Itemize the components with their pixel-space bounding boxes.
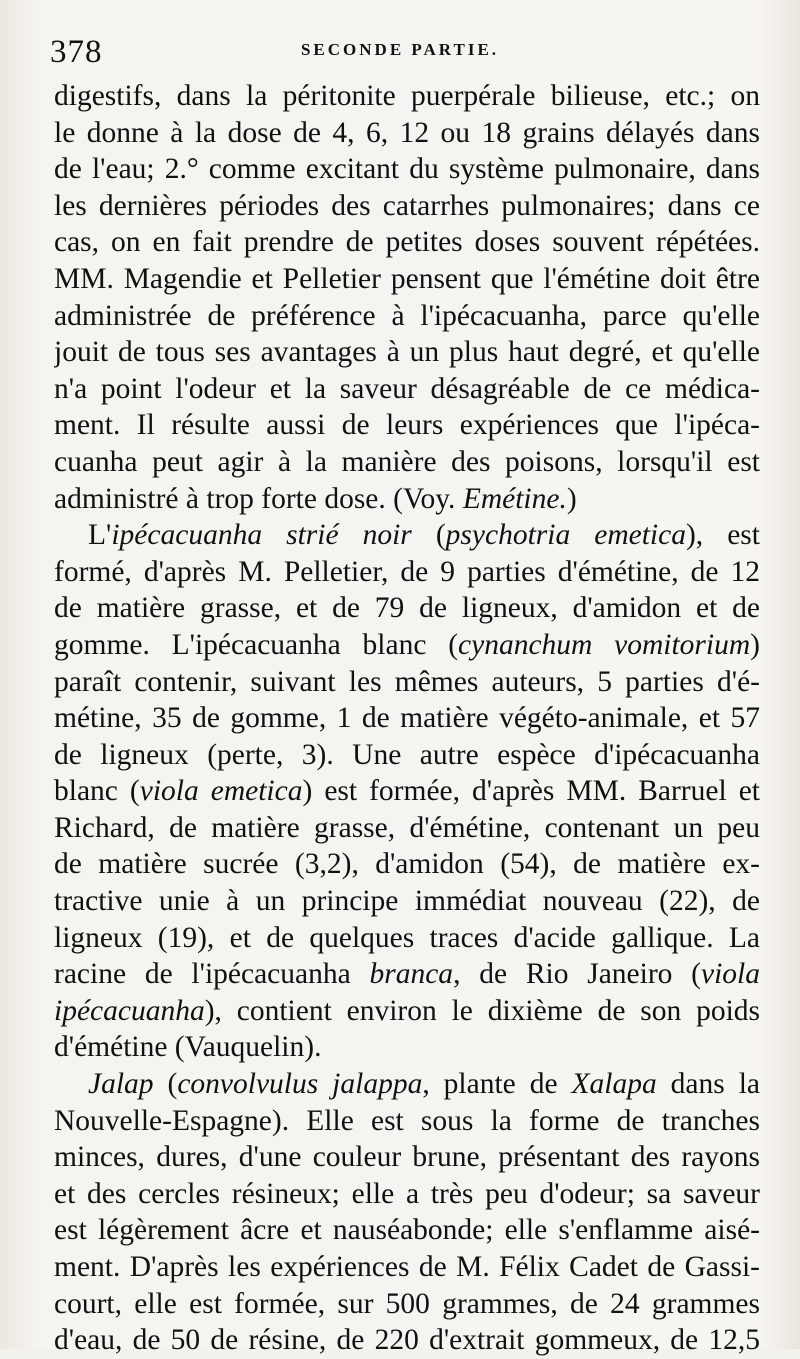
text-line: [54, 444, 760, 481]
text-line: [54, 224, 760, 261]
text-line: [54, 151, 760, 188]
italic-text: ipécacuanha: [54, 994, 205, 1027]
line-text: tractive unie à un principe immédiat nouveau (22), de: [54, 885, 760, 918]
text-line: [54, 261, 760, 298]
text-line: [54, 1103, 760, 1140]
line-text: ), contient environ le dixième de son poids: [204, 994, 760, 1027]
text-line: [54, 115, 760, 152]
text-line: [54, 956, 760, 993]
line-text: court, elle est formée, sur 500 grammes, de 24 grammes: [54, 1287, 760, 1320]
line-text: (: [411, 519, 446, 552]
italic-text: psychotria emetica: [445, 519, 686, 552]
text-line: [54, 920, 760, 957]
italic-text: branca: [369, 958, 454, 991]
line-text: paraît contenir, suivant les mêmes auteurs, 5 parties d'é-: [54, 665, 760, 698]
line-text: le donne à la dose de 4, 6, 12 ou 18 grains délayés dans: [54, 116, 760, 149]
line-text: d'émétine (Vauquelin).: [54, 1031, 322, 1064]
line-text: digestifs, dans la péritonite puerpérale bilieuse, etc.; on: [54, 80, 760, 112]
text-line: [54, 810, 760, 847]
line-text: ) est formée, d'après MM. Barruel et: [302, 775, 760, 808]
line-text: blanc (: [54, 775, 140, 808]
line-text: métine, 35 de gomme, 1 de matière végéto-animale, et 57: [54, 702, 760, 735]
line-text: ): [750, 628, 760, 661]
text-line: [54, 1322, 760, 1359]
italic-text: Xalapa: [571, 1068, 657, 1101]
italic-text: viola emetica: [139, 775, 303, 808]
line-text: administré à trop forte dose. (Voy.: [54, 482, 463, 515]
line-text: est légèrement âcre et nauséabonde; elle s'enflamme aisé-: [54, 1214, 760, 1247]
italic-text: convolvulus jalappa: [177, 1068, 423, 1101]
line-text: , de Rio Janeiro (: [453, 958, 701, 991]
text-line: [54, 407, 760, 444]
text-line: [54, 517, 760, 554]
text-line: [54, 1029, 760, 1066]
text-line: [54, 993, 760, 1030]
text-line: [54, 846, 760, 883]
line-text: (: [153, 1068, 178, 1101]
text-line: [54, 371, 760, 408]
text-line: [54, 664, 760, 701]
italic-text: cynanchum vomitorium: [458, 628, 751, 661]
line-text: cas, on en fait prendre de petites doses souvent répétées.: [54, 226, 760, 259]
text-line: [54, 334, 760, 371]
line-text: ): [566, 482, 577, 515]
line-text: Richard, de matière grasse, d'émétine, contenant un peu: [54, 811, 760, 844]
body-text: [54, 78, 760, 1359]
line-text: d'eau, de 50 de résine, de 220 d'extrait gommeux, de 12,5: [54, 1324, 760, 1357]
text-line: [54, 188, 760, 225]
line-text: de matière grasse, et de 79 de ligneux, d'amidon et de: [54, 592, 760, 625]
text-line: [54, 554, 760, 591]
text-line: [54, 883, 760, 920]
text-line: [54, 78, 760, 115]
text-line: [54, 1286, 760, 1323]
line-text: et des cercles résineux; elle a très peu d'odeur; sa saveur: [54, 1177, 760, 1210]
line-text: ligneux (19), et de quelques traces d'acide gallique. La: [54, 921, 760, 954]
line-text: ment. Il résulte aussi de leurs expériences que l'ipéca-: [54, 409, 760, 442]
text-line: [54, 1066, 760, 1103]
line-text: , plante de: [422, 1068, 572, 1101]
italic-text: Emétine.: [462, 482, 567, 515]
italic-text: ipécacuanha strié noir: [111, 519, 412, 552]
text-line: [54, 1212, 760, 1249]
text-line: [54, 737, 760, 774]
line-text: formé, d'après M. Pelletier, de 9 parties d'émétine, de 12: [54, 555, 760, 588]
line-text: de ligneux (perte, 3). Une autre espèce d'ipécacuanha: [54, 738, 760, 771]
line-text: ), est: [685, 519, 760, 552]
line-text: dans la: [656, 1068, 760, 1101]
line-text: L': [88, 519, 112, 552]
text-line: [54, 590, 760, 627]
text-line: [54, 627, 760, 664]
line-text: les dernières périodes des catarrhes pulmonaires; dans ce: [54, 189, 760, 222]
line-text: minces, dures, d'une couleur brune, présentant des rayons: [54, 1141, 760, 1174]
text-line: [54, 773, 760, 810]
text-line: [54, 481, 760, 518]
line-text: Nouvelle-Espagne). Elle est sous la forme de tranches: [54, 1104, 760, 1137]
text-line: [54, 1249, 760, 1286]
text-line: [54, 298, 760, 335]
italic-text: viola: [701, 958, 760, 991]
line-text: ment. D'après les expériences de M. Félix Cadet de Gassi-: [54, 1251, 760, 1283]
text-line: [54, 1139, 760, 1176]
line-text: racine de l'ipécacuanha: [54, 958, 370, 991]
page-header: [50, 32, 750, 72]
text-line: [54, 700, 760, 737]
line-text: de l'eau; 2.° comme excitant du système pulmonaire, dans: [54, 153, 760, 186]
line-text: jouit de tous ses avantages à un plus haut degré, et qu'elle: [54, 336, 760, 369]
line-text: de matière sucrée (3,2), d'amidon (54), de matière ex-: [54, 848, 760, 881]
line-text: gomme. L'ipécacuanha blanc (: [54, 628, 459, 661]
page-number: 378: [50, 34, 103, 70]
line-text: MM. Magendie et Pelletier pensent que l'émétine doit être: [54, 262, 760, 295]
text-line: [54, 1176, 760, 1213]
line-text: n'a point l'odeur et la saveur désagréable de ce médica-: [54, 372, 760, 405]
italic-text: Jalap: [88, 1068, 154, 1101]
running-head: SECONDE PARTIE.: [300, 40, 500, 59]
line-text: administrée de préférence à l'ipécacuanha, parce qu'elle: [54, 299, 760, 332]
line-text: cuanha peut agir à la manière des poisons, lorsqu'il est: [54, 445, 760, 478]
